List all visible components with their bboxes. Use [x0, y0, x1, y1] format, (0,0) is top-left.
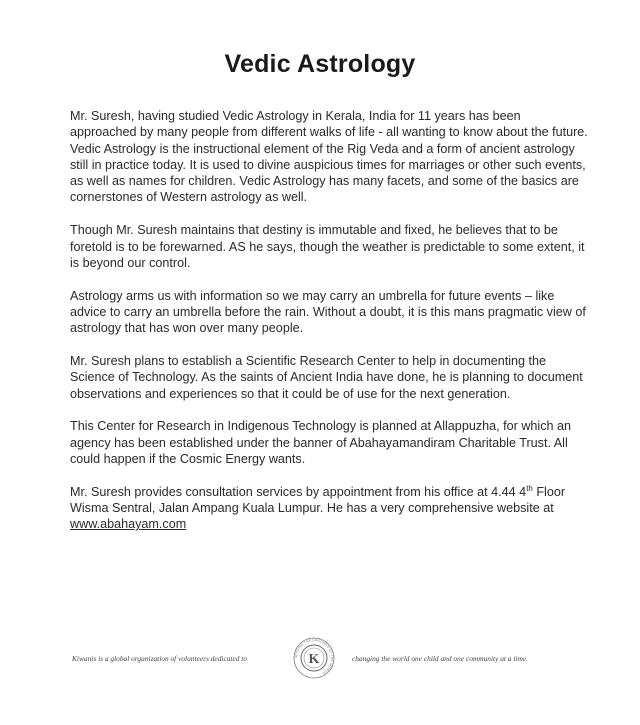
paragraph-5: This Center for Research in Indigenous Technology is planned at Allappuzha, for which an agency has been established under the banner of Abahayamandiram Charitable Trust. All could happen if the Cosmic Energy wants.: [70, 419, 572, 467]
paragraph-6: [70, 484, 590, 533]
paragraph-6-text-a: Mr. Suresh provides consultation services by appointment from his office at 4.44 4: [70, 484, 527, 499]
seal-letter: K: [308, 652, 320, 667]
footer: [0, 632, 640, 682]
footer-left-text: Kiwanis is a global organization of volunteers dedicated to: [72, 654, 248, 663]
paragraph-1: Mr. Suresh, having studied Vedic Astrology in Kerala, India for 11 years has been approached by many people from different walks of life - all wanting to know about the future. Vedic Astrology is the instructional element of the Rig Veda and a form of ancient astrology still in practice today. It is used to divine auspicious times for marriages or other such events, as well as names for children. Vedic Astrology has many facets, and some of the basics are cornerstones of Western astrology as well.: [70, 109, 588, 205]
paragraph-2: Though Mr. Suresh maintains that destiny is immutable and fixed, he believes that to be foretold is to be forewarned. AS he says, though the weather is predictable to some extent, it is beyond our control.: [70, 223, 585, 270]
paragraph-6-text-b: Floor Wisma Sentral, Jalan Ampang Kuala Lumpur. He has a very comprehensive website at: [70, 484, 566, 516]
paragraph-4: Mr. Suresh plans to establish a Scientific Research Center to help in documenting the Science of Technology. As the saints of Ancient India have done, he is planning to document observations and experiences so that it could be of use for the next generation.: [70, 354, 583, 401]
ordinal-suffix: th: [526, 483, 533, 493]
seal-ring-text: SERVING THE CHILDREN OF THE WORLD: [293, 637, 335, 676]
kiwanis-seal-icon: [282, 636, 346, 680]
website-link[interactable]: www.abahayam.com: [70, 517, 187, 532]
paragraph-3: Astrology arms us with information so we may carry an umbrella for future events – like advice to carry an umbrella before the rain. Without a doubt, it is this mans pragmatic view of astrology that has won over many people.: [70, 288, 586, 336]
page-title: Vedic Astrology: [224, 50, 416, 78]
article-body: [70, 108, 590, 549]
footer-right-text: changing the world one child and one community at a time.: [352, 654, 528, 663]
